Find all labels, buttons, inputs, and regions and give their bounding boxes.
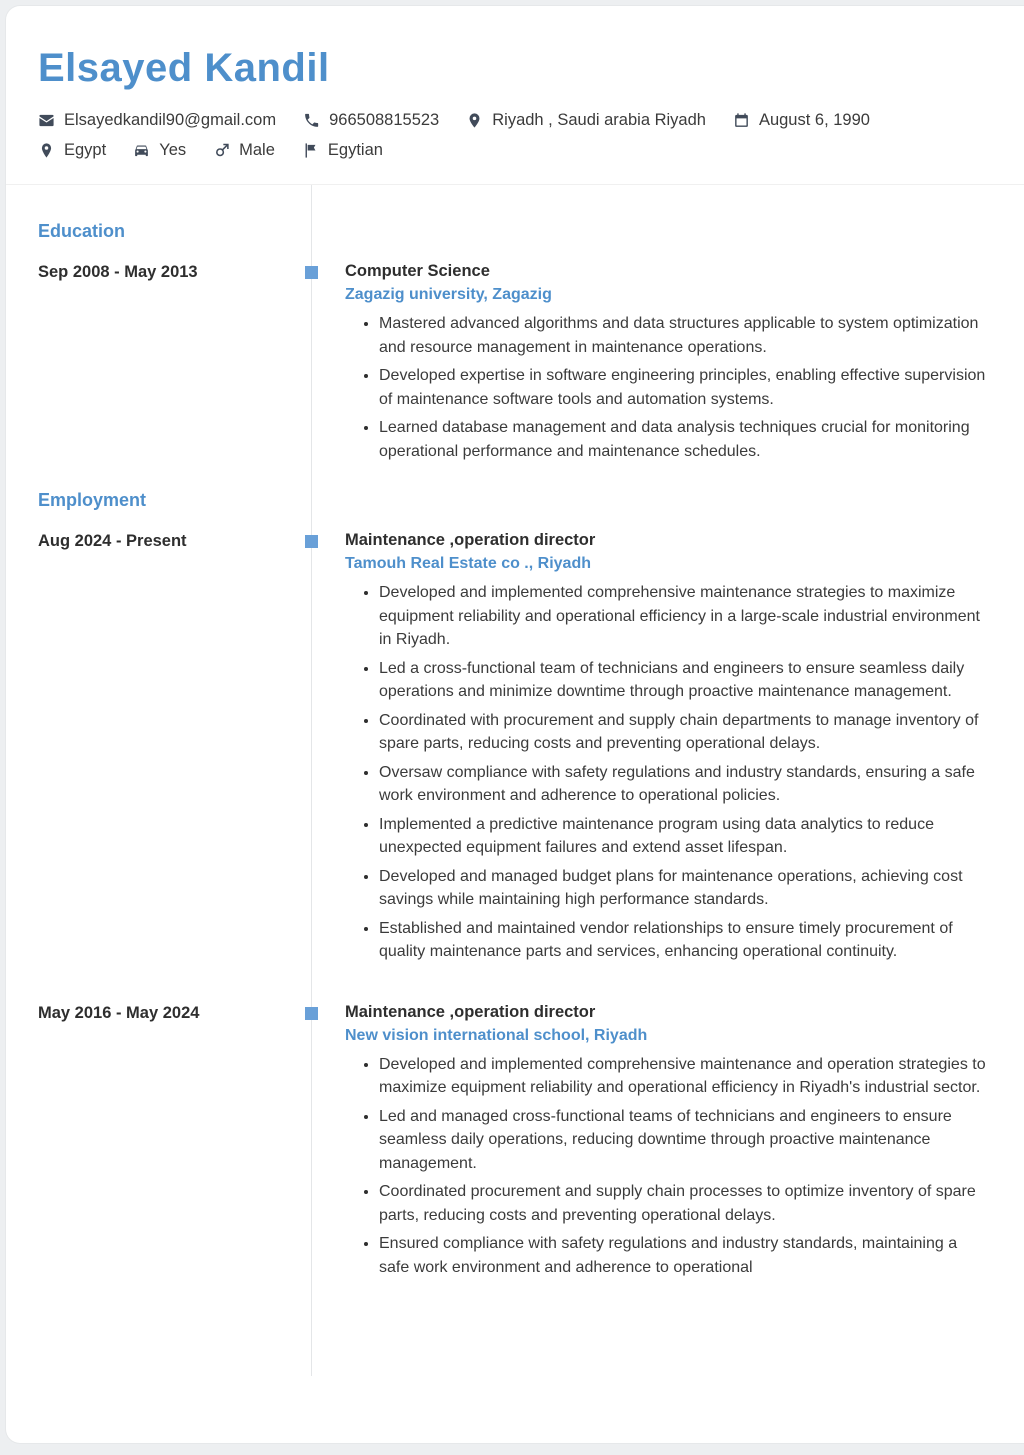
entry-body <box>311 531 1024 969</box>
resume-body <box>6 184 1024 1376</box>
bullet-item: • Led and managed cross-functional teams of technicians and engineers to ensure seamless daily operations, reducing downtime through proactive maintenance management. <box>379 1105 986 1176</box>
section-education <box>6 221 1024 468</box>
entry-bullets <box>345 312 986 463</box>
contact-item <box>733 111 870 130</box>
gender-icon <box>213 142 230 159</box>
contact-text: Elsayedkandil90@gmail.com <box>64 111 277 129</box>
timeline-marker <box>305 535 318 548</box>
timeline-marker <box>305 1007 318 1020</box>
timeline-entry <box>6 1003 1024 1285</box>
contact-text: Egypt <box>64 141 107 159</box>
bullet-item: • Ensured compliance with safety regulations and industry standards, maintaining a safe work environment and adherence to operational <box>379 1232 986 1279</box>
phone-icon <box>303 112 320 129</box>
section-title: Education <box>38 221 126 241</box>
entry-bullets <box>345 581 986 964</box>
timeline-marker <box>305 266 318 279</box>
bullet-item: • Implemented a predictive maintenance program using data analytics to reduce unexpected equipment failures and extend asset lifespan. <box>379 813 986 860</box>
entry-title: Maintenance ,operation director <box>345 1002 596 1021</box>
resume-header <box>6 6 1024 184</box>
location-icon <box>466 112 483 129</box>
entry-bullets <box>345 1053 986 1280</box>
section-title: Employment <box>38 490 147 511</box>
bullet-item: • Developed and managed budget plans for maintenance operations, achieving cost savings while maintaining high performance standards. <box>379 865 986 912</box>
bullet-item: • Coordinated procurement and supply chain processes to optimize inventory of spare parts, reducing costs and preventing operational delays. <box>379 1180 986 1227</box>
bullet-item: • Developed and implemented comprehensive maintenance and operation strategies to maximize equipment reliability and operational efficiency in Riyadh's industrial sector. <box>379 1053 986 1100</box>
bullet-item: • Coordinated with procurement and supply chain departments to manage inventory of spare parts, reducing costs and preventing operational delays. <box>379 709 986 756</box>
bullet-item: • Mastered advanced algorithms and data structures applicable to system optimization and resource management in maintenance operations. <box>379 312 986 359</box>
contact-row <box>38 111 992 130</box>
entry-organization: Zagazig university, Zagazig <box>345 286 552 303</box>
section-employment <box>6 490 1024 1284</box>
timeline-entry <box>6 531 1024 969</box>
entry-title: Maintenance ,operation director <box>345 531 596 550</box>
contact-item <box>213 141 275 160</box>
contact-text: Egytian <box>327 141 383 159</box>
entry-organization: Tamouh Real Estate co ., Riyadh <box>345 555 591 573</box>
bullet-item: • Led a cross-functional team of technicians and engineers to ensure seamless daily operations and minimize downtime through proactive maintenance management. <box>379 657 986 704</box>
bullet-item: • Established and maintained vendor relationships to ensure timely procurement of quality maintenance parts and services, enhancing operational continuity. <box>379 917 986 964</box>
contact-item <box>38 111 276 130</box>
flag-icon <box>302 142 319 159</box>
bullet-item: • Oversaw compliance with safety regulations and industry standards, ensuring a safe work environment and adherence to operational policies. <box>379 761 986 808</box>
contact-item <box>302 141 383 160</box>
contact-text: August 6, 1990 <box>758 111 870 129</box>
contact-item <box>303 111 439 130</box>
candidate-name: Elsayed Kandil <box>38 46 330 90</box>
entry-date: Aug 2024 - Present <box>38 532 187 551</box>
contact-item <box>38 141 106 160</box>
calendar-icon <box>733 112 750 129</box>
entry-body <box>311 262 1024 468</box>
bullet-item: • Developed and implemented comprehensive maintenance strategies to maximize equipment reliability and operational efficiency in a large-scale industrial environment in Riyadh. <box>379 581 986 652</box>
entry-organization: New vision international school, Riyadh <box>345 1026 648 1044</box>
timeline-entry <box>6 262 1024 468</box>
map-pin-icon <box>38 142 55 159</box>
resume-page <box>6 6 1024 1443</box>
entry-date: Sep 2008 - May 2013 <box>38 263 198 281</box>
contact-row <box>38 141 992 160</box>
bullet-item: • Developed expertise in software engineering principles, enabling effective supervision of maintenance software tools and automation systems. <box>379 364 986 411</box>
entry-body <box>311 1003 1024 1285</box>
contact-text: Riyadh , Saudi arabia Riyadh <box>492 111 706 129</box>
contact-item <box>133 141 186 160</box>
car-icon <box>133 142 150 159</box>
entry-date: May 2016 - May 2024 <box>38 1003 200 1022</box>
contact-text: 966508815523 <box>329 111 440 129</box>
contact-text: Yes <box>159 141 187 159</box>
contact-text: Male <box>239 141 275 159</box>
contact-info <box>38 111 992 160</box>
email-icon <box>38 112 55 129</box>
bullet-item: • Learned database management and data analysis techniques crucial for monitoring operational performance and maintenance schedules. <box>379 416 986 463</box>
contact-item <box>466 111 706 130</box>
entry-title: Computer Science <box>345 262 490 280</box>
